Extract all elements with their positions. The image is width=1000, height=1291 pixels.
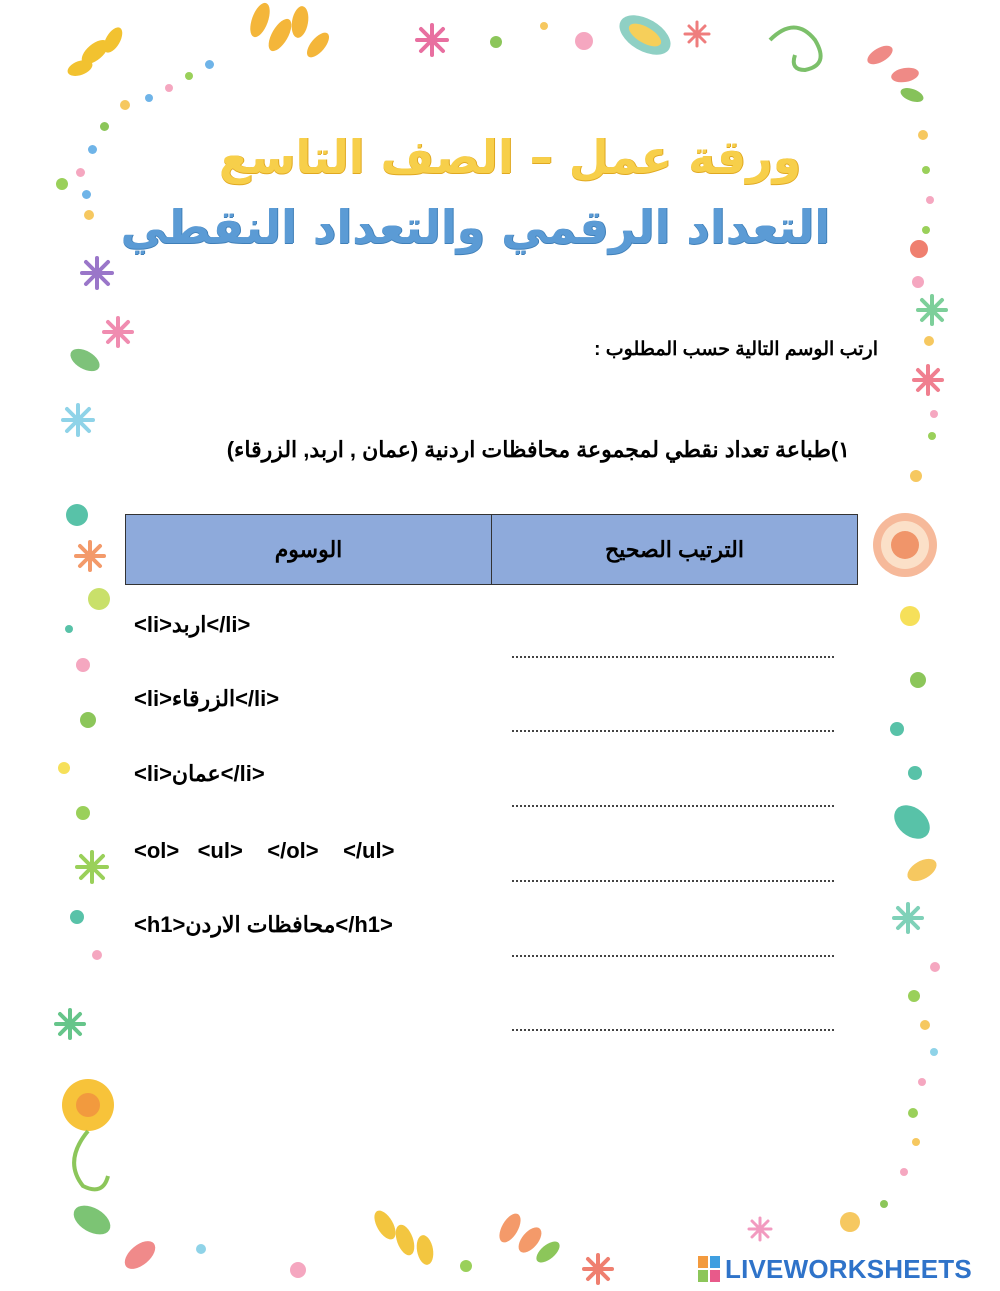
- swirl-icon: [770, 28, 821, 71]
- answer-table-header: [125, 514, 858, 585]
- instruction-text: ارتب الوسم التالية حسب المطلوب :: [594, 339, 878, 360]
- column-header-correct-order: الترتيب الصحيح: [492, 515, 858, 585]
- star-flower-icon: [894, 904, 922, 932]
- star-flower-icon: [685, 22, 709, 46]
- leaf-icon: [613, 7, 677, 63]
- sun-flower-icon: [873, 513, 937, 577]
- star-flower-icon: [417, 25, 447, 55]
- answer-slot[interactable]: [512, 955, 834, 957]
- tag-item[interactable]: <li>الزرقاء</li>: [134, 686, 280, 711]
- star-flower-icon: [56, 1010, 84, 1038]
- leaf-icon: [495, 1210, 563, 1266]
- star-flower-icon: [82, 258, 112, 288]
- tag-item[interactable]: <ol> <ul> </ol> </ul>: [134, 838, 395, 863]
- leaf-icon: [246, 0, 333, 61]
- leaf-icon: [65, 24, 126, 79]
- answer-slot[interactable]: [512, 656, 834, 658]
- star-flower-icon: [63, 405, 93, 435]
- logo-icon: [698, 1256, 722, 1282]
- star-flower-icon: [749, 1218, 771, 1240]
- star-flower-icon: [918, 296, 946, 324]
- worksheet-subtitle: التعداد الرقمي والتعداد النقطي: [120, 200, 830, 254]
- worksheet-title: ورقة عمل – الصف التاسع: [218, 130, 802, 184]
- star-flower-icon: [77, 852, 107, 882]
- leaf-icon: [120, 1236, 160, 1274]
- answer-slot[interactable]: [512, 1029, 834, 1031]
- star-flower-icon: [76, 542, 104, 570]
- tag-item[interactable]: <h1>محافظات الاردن</h1>: [134, 912, 393, 937]
- leaf-icon: [888, 798, 937, 845]
- star-flower-icon: [104, 318, 132, 346]
- flower-icon: [62, 1079, 114, 1189]
- tag-item[interactable]: <li>اربد</li>: [134, 612, 251, 637]
- star-flower-icon: [584, 1255, 612, 1283]
- answer-slot[interactable]: [512, 880, 834, 882]
- leaf-icon: [67, 344, 104, 376]
- leaf-icon: [904, 854, 941, 886]
- question-text: ١)طباعة تعداد نقطي لمجموعة محافظات اردنية (عمان , اربد, الزرقاء): [226, 437, 850, 462]
- brand-name: LIVEWORKSHEETS: [725, 1253, 972, 1284]
- answer-slot[interactable]: [512, 730, 834, 732]
- liveworksheets-logo: [698, 1254, 972, 1284]
- star-flower-icon: [914, 366, 942, 394]
- leaf-icon: [370, 1207, 435, 1266]
- column-header-tags: الوسوم: [126, 515, 492, 585]
- leaf-icon: [864, 42, 925, 105]
- leaf-icon: [69, 1200, 116, 1241]
- tag-item[interactable]: <li>عمان</li>: [134, 761, 265, 786]
- answer-slot[interactable]: [512, 805, 834, 807]
